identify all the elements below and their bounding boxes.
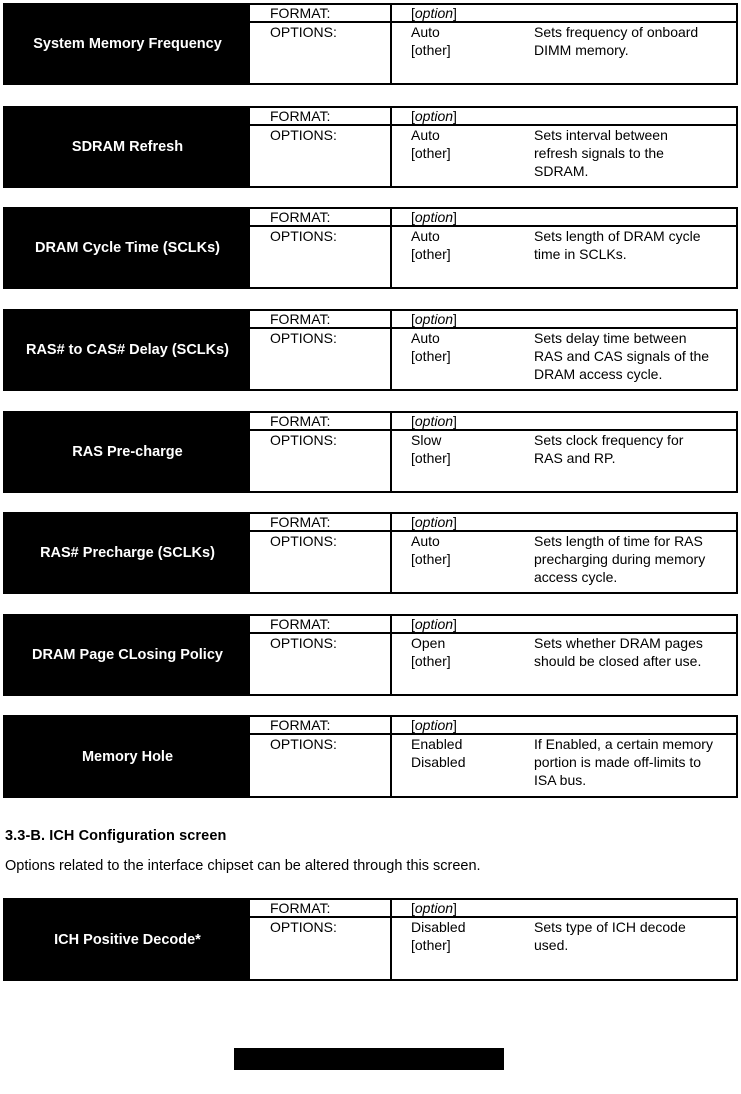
setting-description: Sets type of ICH decode used. xyxy=(534,919,686,953)
option-value: Disabled xyxy=(411,919,466,935)
option-value: Auto xyxy=(411,228,440,244)
setting-block-ras-precharge-sclks xyxy=(3,512,738,594)
setting-body xyxy=(250,717,736,796)
setting-body xyxy=(250,311,736,389)
format-row xyxy=(250,900,736,918)
setting-body xyxy=(250,5,736,83)
option-value: [other] xyxy=(411,937,451,953)
option-value: [other] xyxy=(411,653,451,669)
options-label: OPTIONS: xyxy=(250,329,392,389)
setting-block-ich-positive-decode xyxy=(3,898,738,981)
setting-name: RAS# to CAS# Delay (SCLKs) xyxy=(5,311,250,389)
format-value: [option] xyxy=(411,5,457,21)
options-values xyxy=(392,634,534,694)
setting-description: Sets clock frequency for RAS and RP. xyxy=(534,432,684,466)
setting-block-ras-to-cas-delay xyxy=(3,309,738,391)
format-label: FORMAT: xyxy=(250,616,392,632)
format-row xyxy=(250,5,736,23)
options-row xyxy=(250,735,736,796)
setting-name: RAS# Precharge (SCLKs) xyxy=(5,514,250,592)
setting-name: DRAM Cycle Time (SCLKs) xyxy=(5,209,250,287)
setting-name: Memory Hole xyxy=(5,717,250,796)
options-values xyxy=(392,735,534,796)
format-value: [option] xyxy=(411,900,457,916)
format-value: [option] xyxy=(411,413,457,429)
options-row xyxy=(250,329,736,389)
options-values xyxy=(392,227,534,287)
option-value: Enabled xyxy=(411,736,463,752)
format-value: [option] xyxy=(411,311,457,327)
setting-block-ras-pre-charge xyxy=(3,411,738,493)
format-label: FORMAT: xyxy=(250,413,392,429)
option-value: Auto xyxy=(411,533,440,549)
setting-block-system-memory-frequency xyxy=(3,3,738,85)
setting-body xyxy=(250,413,736,491)
setting-description: Sets interval between refresh signals to the SDRAM. xyxy=(534,127,668,179)
setting-block-dram-page-closing-policy xyxy=(3,614,738,696)
options-label: OPTIONS: xyxy=(250,23,392,83)
section-intro: Options related to the interface chipset can be altered through this screen. xyxy=(5,858,481,874)
option-value: [other] xyxy=(411,551,451,567)
options-values xyxy=(392,532,534,592)
setting-description: Sets delay time between RAS and CAS signals of the DRAM access cycle. xyxy=(534,330,710,382)
setting-description: Sets whether DRAM pages should be closed after use. xyxy=(534,635,703,669)
format-label: FORMAT: xyxy=(250,209,392,225)
option-value: Disabled xyxy=(411,754,466,770)
format-row xyxy=(250,108,736,126)
option-value: Auto xyxy=(411,127,440,143)
setting-body xyxy=(250,108,736,186)
setting-body xyxy=(250,514,736,592)
setting-block-dram-cycle-time xyxy=(3,207,738,289)
options-row xyxy=(250,227,736,287)
option-value: [other] xyxy=(411,348,451,364)
option-value: Auto xyxy=(411,24,440,40)
setting-block-sdram-refresh xyxy=(3,106,738,188)
options-label: OPTIONS: xyxy=(250,735,392,796)
format-row xyxy=(250,413,736,431)
setting-description: Sets frequency of onboard DIMM memory. xyxy=(534,24,699,58)
format-label: FORMAT: xyxy=(250,514,392,530)
option-value: [other] xyxy=(411,42,451,58)
option-value: [other] xyxy=(411,145,451,161)
format-label: FORMAT: xyxy=(250,5,392,21)
format-label: FORMAT: xyxy=(250,900,392,916)
format-value: [option] xyxy=(411,209,457,225)
format-value: [option] xyxy=(411,108,457,124)
options-values xyxy=(392,329,534,389)
section-heading: 3.3-B. ICH Configuration screen xyxy=(5,828,227,844)
format-label: FORMAT: xyxy=(250,311,392,327)
options-values xyxy=(392,431,534,491)
options-values xyxy=(392,918,534,979)
setting-block-memory-hole xyxy=(3,715,738,798)
format-label: FORMAT: xyxy=(250,108,392,124)
options-row xyxy=(250,126,736,186)
format-row xyxy=(250,311,736,329)
setting-description: If Enabled, a certain memory portion is made off-limits to ISA bus. xyxy=(534,736,713,788)
format-value: [option] xyxy=(411,616,457,632)
options-label: OPTIONS: xyxy=(250,431,392,491)
options-values xyxy=(392,23,534,83)
setting-name: ICH Positive Decode* xyxy=(5,900,250,979)
setting-name: System Memory Frequency xyxy=(5,5,250,83)
format-value: [option] xyxy=(411,514,457,530)
format-row xyxy=(250,616,736,634)
options-label: OPTIONS: xyxy=(250,918,392,979)
format-value: [option] xyxy=(411,717,457,733)
options-label: OPTIONS: xyxy=(250,227,392,287)
setting-name: SDRAM Refresh xyxy=(5,108,250,186)
format-row xyxy=(250,209,736,227)
setting-description: Sets length of DRAM cycle time in SCLKs. xyxy=(534,228,701,262)
options-row xyxy=(250,918,736,979)
setting-description: Sets length of time for RAS precharging during memory access cycle. xyxy=(534,533,706,585)
options-label: OPTIONS: xyxy=(250,126,392,186)
setting-body xyxy=(250,900,736,979)
options-label: OPTIONS: xyxy=(250,532,392,592)
setting-name: DRAM Page CLosing Policy xyxy=(5,616,250,694)
format-row xyxy=(250,717,736,735)
options-row xyxy=(250,431,736,491)
option-value: Slow xyxy=(411,432,442,448)
format-row xyxy=(250,514,736,532)
options-label: OPTIONS: xyxy=(250,634,392,694)
options-row xyxy=(250,23,736,83)
setting-body xyxy=(250,616,736,694)
format-label: FORMAT: xyxy=(250,717,392,733)
setting-body xyxy=(250,209,736,287)
options-row xyxy=(250,532,736,592)
option-value: Open xyxy=(411,635,446,651)
option-value: Auto xyxy=(411,330,440,346)
options-row xyxy=(250,634,736,694)
setting-name: RAS Pre-charge xyxy=(5,413,250,491)
footer-redaction-bar xyxy=(234,1048,504,1070)
option-value: [other] xyxy=(411,450,451,466)
options-values xyxy=(392,126,534,186)
option-value: [other] xyxy=(411,246,451,262)
